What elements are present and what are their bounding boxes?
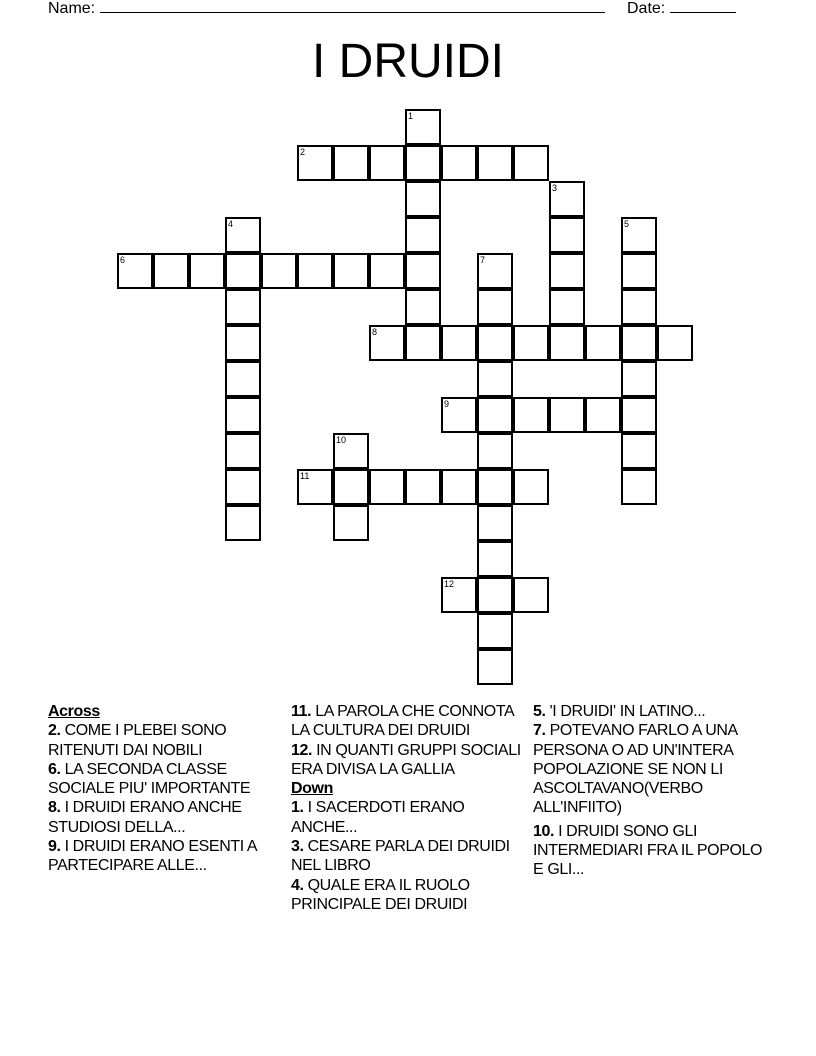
grid-cell[interactable] [549, 325, 585, 361]
grid-cell[interactable] [441, 469, 477, 505]
grid-cell[interactable] [405, 181, 441, 217]
clue-number: 5 [624, 219, 630, 229]
grid-cell[interactable] [549, 289, 585, 325]
grid-cell[interactable] [333, 505, 369, 541]
grid-cell[interactable] [441, 325, 477, 361]
grid-cell[interactable] [621, 433, 657, 469]
grid-cell[interactable] [621, 325, 657, 361]
clue-number: 4 [228, 219, 234, 229]
grid-cell[interactable] [225, 253, 261, 289]
grid-cell[interactable] [369, 469, 405, 505]
grid-cell[interactable] [117, 253, 153, 289]
grid-cell[interactable] [585, 397, 621, 433]
grid-cell[interactable] [477, 577, 513, 613]
grid-cell[interactable] [657, 325, 693, 361]
grid-cell[interactable] [225, 361, 261, 397]
clue-column-3 [533, 702, 773, 880]
clue-across-2: 2. COME I PLEBEI SONO RITENUTI DAI NOBILI [48, 722, 227, 759]
name-field[interactable] [48, 0, 605, 18]
grid-cell[interactable] [477, 469, 513, 505]
date-line[interactable] [670, 0, 736, 13]
grid-cell[interactable] [477, 613, 513, 649]
clue-number: 7 [480, 255, 486, 265]
name-label: Name: [48, 0, 96, 17]
clue-number: 12 [444, 579, 455, 589]
grid-cell[interactable] [225, 433, 261, 469]
date-label: Date: [627, 0, 666, 17]
clue-down-5: 5. 'I DRUIDI' IN LATINO... [533, 703, 706, 720]
clue-down-7: 7. POTEVANO FARLO A UNA PERSONA O AD UN'INTERA POPOLAZIONE SE NON LI ASCOLTAVANO(VERBO ALL'INFIITO) [533, 722, 737, 817]
grid-cell[interactable] [477, 541, 513, 577]
clue-down-10: 10. I DRUIDI SONO GLI INTERMEDIARI FRA IL POPOLO E GLI... [533, 822, 763, 879]
page-title: I DRUIDI [312, 35, 504, 88]
clue-column-1 [48, 702, 286, 876]
crossword-grid [118, 110, 718, 670]
grid-cell[interactable] [369, 325, 405, 361]
grid-cell[interactable] [549, 253, 585, 289]
clue-across-8: 8. I DRUIDI ERANO ANCHE STUDIOSI DELLA... [48, 799, 242, 836]
clue-across-11: 11. LA PAROLA CHE CONNOTA LA CULTURA DEI DRUIDI [291, 703, 514, 740]
clue-number: 10 [336, 435, 347, 445]
grid-cell[interactable] [621, 469, 657, 505]
grid-cell[interactable] [405, 469, 441, 505]
grid-cell[interactable] [405, 289, 441, 325]
grid-cell[interactable] [225, 325, 261, 361]
name-line[interactable] [100, 0, 605, 13]
grid-cell[interactable] [333, 469, 369, 505]
grid-cell[interactable] [549, 397, 585, 433]
grid-cell[interactable] [225, 217, 261, 253]
grid-cell[interactable] [477, 361, 513, 397]
grid-cell[interactable] [621, 397, 657, 433]
grid-cell[interactable] [477, 253, 513, 289]
grid-cell[interactable] [441, 577, 477, 613]
grid-cell[interactable] [621, 289, 657, 325]
grid-cell[interactable] [189, 253, 225, 289]
grid-cell[interactable] [225, 397, 261, 433]
grid-cell[interactable] [441, 397, 477, 433]
grid-cell[interactable] [513, 325, 549, 361]
clue-number: 9 [444, 399, 450, 409]
clue-number: 6 [120, 255, 126, 265]
grid-cell[interactable] [621, 253, 657, 289]
grid-cell[interactable] [405, 109, 441, 145]
clue-number: 3 [552, 183, 558, 193]
date-field[interactable] [627, 0, 736, 18]
grid-cell[interactable] [477, 289, 513, 325]
clue-column-2 [291, 702, 527, 914]
clue-down-4: 4. QUALE ERA IL RUOLO PRINCIPALE DEI DRUIDI [291, 876, 470, 913]
grid-cell[interactable] [369, 145, 405, 181]
grid-cell[interactable] [513, 577, 549, 613]
grid-cell[interactable] [513, 145, 549, 181]
grid-cell[interactable] [477, 145, 513, 181]
clue-across-9: 9. I DRUIDI ERANO ESENTI A PARTECIPARE ALLE... [48, 838, 257, 875]
down-heading: Down [291, 780, 333, 798]
grid-cell[interactable] [549, 217, 585, 253]
grid-cell[interactable] [333, 253, 369, 289]
grid-cell[interactable] [477, 649, 513, 685]
grid-cell[interactable] [261, 253, 297, 289]
grid-cell[interactable] [405, 253, 441, 289]
grid-cell[interactable] [621, 217, 657, 253]
clue-number: 11 [300, 471, 310, 481]
grid-cell[interactable] [441, 145, 477, 181]
grid-cell[interactable] [477, 325, 513, 361]
grid-cell[interactable] [333, 433, 369, 469]
grid-cell[interactable] [225, 505, 261, 541]
grid-cell[interactable] [405, 217, 441, 253]
grid-cell[interactable] [297, 253, 333, 289]
clue-number: 2 [300, 147, 306, 157]
grid-cell[interactable] [585, 325, 621, 361]
grid-cell[interactable] [513, 397, 549, 433]
grid-cell[interactable] [405, 325, 441, 361]
grid-cell[interactable] [477, 397, 513, 433]
clue-across-6: 6. LA SECONDA CLASSE SOCIALE PIU' IMPORTANTE [48, 760, 251, 798]
clue-down-3: 3. CESARE PARLA DEI DRUIDI NEL LIBRO [291, 838, 510, 875]
clue-across-12: 12. IN QUANTI GRUPPI SOCIALI ERA DIVISA LA GALLIA [291, 741, 521, 778]
grid-cell[interactable] [225, 289, 261, 325]
grid-cell[interactable] [477, 505, 513, 541]
across-heading: Across [48, 703, 100, 720]
grid-cell[interactable] [333, 145, 369, 181]
grid-cell[interactable] [549, 181, 585, 217]
clue-number: 8 [372, 327, 378, 337]
grid-cell[interactable] [405, 145, 441, 181]
grid-cell[interactable] [477, 433, 513, 469]
grid-cell[interactable] [621, 361, 657, 397]
clue-number: 1 [408, 111, 414, 121]
grid-cell[interactable] [297, 469, 333, 505]
clue-down-1: 1. I SACERDOTI ERANO ANCHE... [291, 799, 465, 836]
grid-cell[interactable] [513, 469, 549, 505]
grid-cell[interactable] [369, 253, 405, 289]
grid-cell[interactable] [225, 469, 261, 505]
grid-cell[interactable] [297, 145, 333, 181]
grid-cell[interactable] [153, 253, 189, 289]
